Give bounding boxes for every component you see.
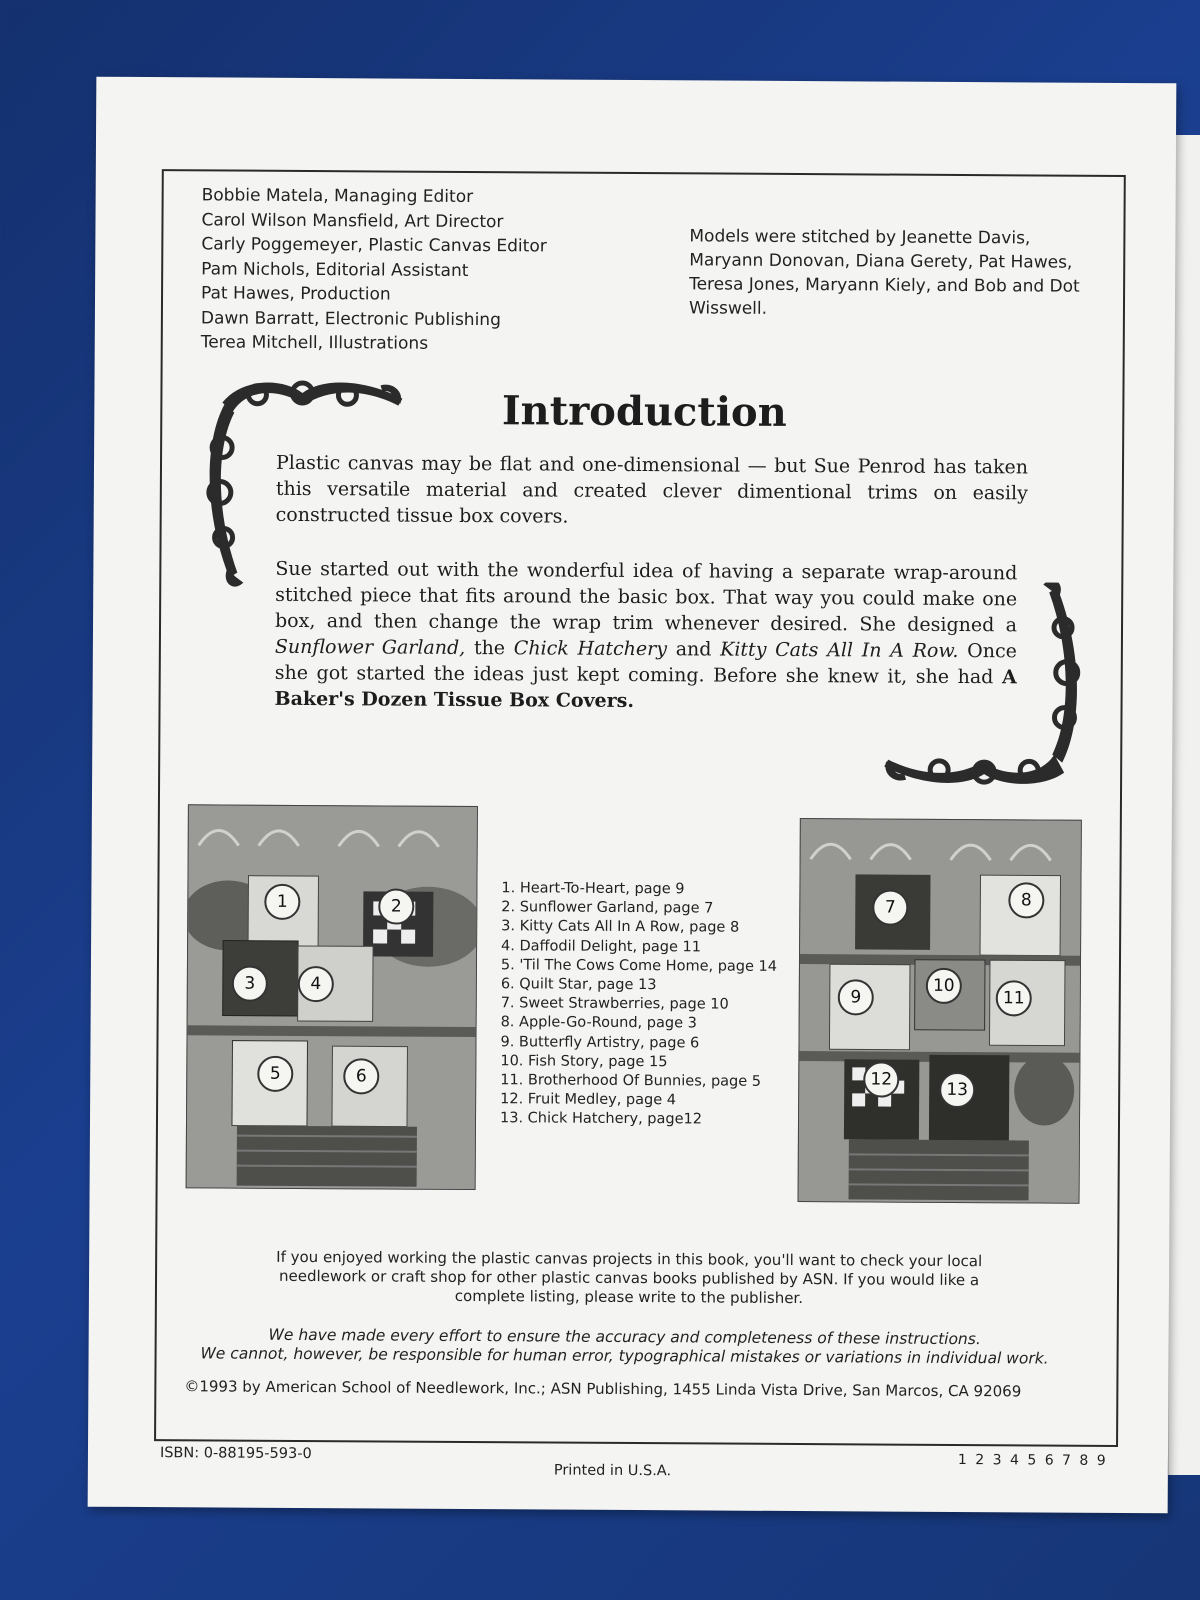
scroll-ornament-bottom-right bbox=[884, 582, 1085, 793]
paragraph-text: and bbox=[666, 638, 721, 661]
title-sunflower-garland: Sunflower Garland, bbox=[274, 635, 466, 659]
staff-line: Dawn Barratt, Electronic Publishing bbox=[200, 307, 501, 330]
list-item: 8. Apple-Go-Round, page 3 bbox=[500, 1014, 697, 1032]
photo-badge: 11 bbox=[996, 980, 1032, 1016]
photo-badge: 10 bbox=[926, 968, 962, 1004]
paragraph-text: the bbox=[465, 636, 514, 660]
title-kitty-cats: Kitty Cats All In A Row. bbox=[720, 638, 959, 662]
photo-badge: 1 bbox=[264, 884, 300, 920]
paragraph-text: Once she got started the ideas just kept coming. Before she knew it, she had bbox=[274, 639, 1017, 689]
more-books-note: If you enjoyed working the plastic canvas projects in this book, you'll want to check your local needlework or craft shop for other plastic canvas books published by ASN. If you would like a complete listing, please write to the publisher. bbox=[276, 1247, 983, 1308]
intro-paragraph-1: Plastic canvas may be flat and one-dimensional — but Sue Penrod has taken this versatile material and created clever dimentional trims on easily constructed tissue box covers. bbox=[275, 451, 1029, 528]
list-item: 13. Chick Hatchery, page12 bbox=[499, 1110, 703, 1128]
booklet-page bbox=[88, 77, 1177, 1514]
paragraph-text: Sue started out with the wonderful idea of having a separate wrap-around stitched piece that fits around the basic box. That way you could make one box, and then change the wrap trim whenever desired. She designed a bbox=[274, 557, 1018, 637]
list-item: 2. Sunflower Garland, page 7 bbox=[501, 899, 714, 917]
list-item: 5. 'Til The Cows Come Home, page 14 bbox=[500, 957, 778, 975]
list-item: 10. Fish Story, page 15 bbox=[500, 1053, 668, 1071]
photo-badge: 2 bbox=[378, 888, 414, 924]
photo-badge: 5 bbox=[257, 1056, 293, 1092]
list-item: 3. Kitty Cats All In A Row, page 8 bbox=[501, 918, 740, 937]
photo-badge: 3 bbox=[232, 966, 268, 1002]
project-list bbox=[500, 879, 778, 1130]
page-title: Introduction bbox=[501, 387, 787, 436]
copyright-notice: ©1993 by American School of Needlework, Inc.; ASN Publishing, 1455 Linda Vista Drive, San Marcos, CA 92069 bbox=[184, 1377, 1022, 1401]
photo-scene-icon bbox=[799, 819, 1082, 1204]
photo-badge: 6 bbox=[343, 1058, 379, 1094]
photo-badge: 9 bbox=[838, 979, 874, 1015]
photo-badge: 12 bbox=[863, 1061, 899, 1097]
book-title: A Baker's Dozen Tissue Box Covers. bbox=[274, 666, 1017, 713]
staff-line: Carol Wilson Mansfield, Art Director bbox=[201, 209, 504, 232]
staff-line: Terea Mitchell, Illustrations bbox=[200, 332, 429, 354]
staff-line: Bobbie Matela, Managing Editor bbox=[201, 185, 474, 208]
list-item: 1. Heart-To-Heart, page 9 bbox=[501, 880, 685, 898]
staff-credits bbox=[201, 183, 547, 357]
list-item: 9. Butterfly Artistry, page 6 bbox=[500, 1033, 700, 1052]
tissue-box-photo-right bbox=[798, 818, 1082, 1204]
staff-line: Pat Hawes, Production bbox=[200, 283, 391, 305]
list-item: 7. Sweet Strawberries, page 10 bbox=[500, 995, 729, 1013]
photo-badge: 8 bbox=[1008, 882, 1044, 918]
disclaimer bbox=[185, 1325, 1065, 1368]
photo-badge: 13 bbox=[939, 1072, 975, 1108]
title-chick-hatchery: Chick Hatchery bbox=[513, 637, 668, 661]
print-line-numbers: 1 2 3 4 5 6 7 8 9 bbox=[957, 1452, 1108, 1469]
list-item: 4. Daffodil Delight, page 11 bbox=[501, 937, 702, 956]
photo-badge: 7 bbox=[872, 889, 908, 925]
printed-in: Printed in U.S.A. bbox=[553, 1462, 672, 1480]
staff-line: Pam Nichols, Editorial Assistant bbox=[201, 258, 469, 281]
disclaimer-line: We have made every effort to ensure the accuracy and completeness of these instructions. bbox=[268, 1325, 981, 1349]
staff-line: Carly Poggemeyer, Plastic Canvas Editor bbox=[201, 234, 547, 257]
tissue-box-photo-left bbox=[186, 804, 478, 1190]
list-item: 11. Brotherhood Of Bunnies, page 5 bbox=[500, 1072, 762, 1090]
isbn: ISBN: 0-88195-593-0 bbox=[159, 1445, 312, 1463]
disclaimer-line: We cannot, however, be responsible for human error, typographical mistakes or variations in individual work. bbox=[200, 1344, 1049, 1368]
models-credit: Models were stitched by Jeanette Davis, Maryann Donovan, Diana Gerety, Pat Hawes, Teresa Jones, Maryann Kiely, and Bob and Dot Wisswell. bbox=[688, 226, 1080, 319]
photo-badge: 4 bbox=[298, 966, 334, 1002]
photo-scene-icon bbox=[187, 805, 478, 1190]
list-item: 6. Quilt Star, page 13 bbox=[500, 976, 657, 994]
list-item: 12. Fruit Medley, page 4 bbox=[500, 1091, 677, 1109]
